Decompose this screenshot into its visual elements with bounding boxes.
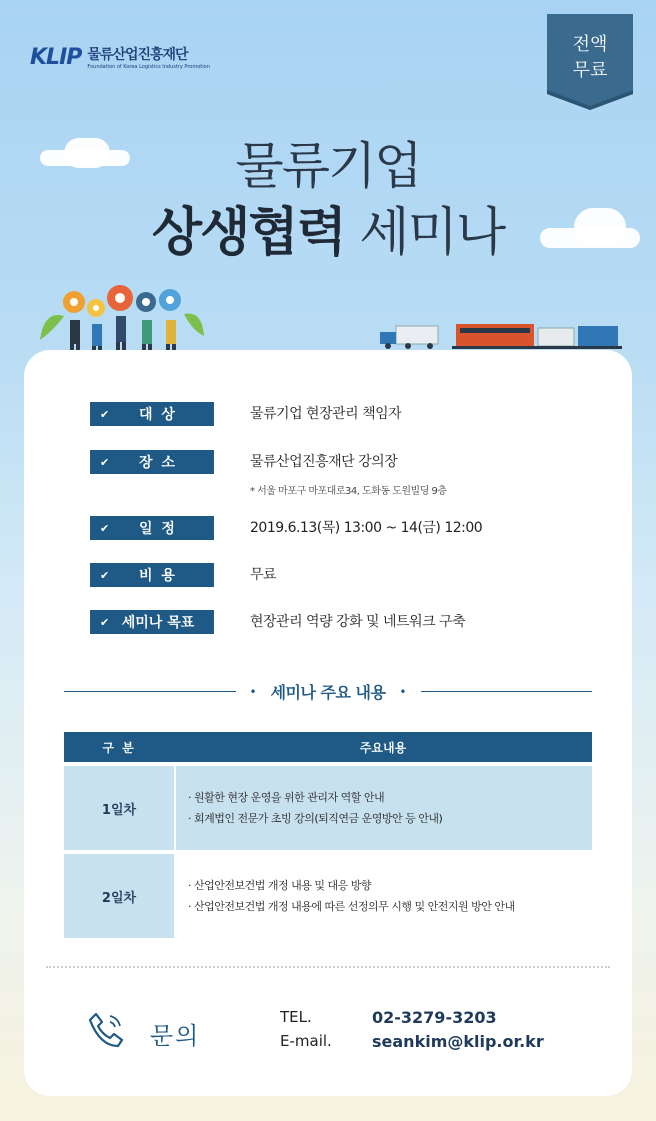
- check-icon: ✔: [100, 407, 110, 421]
- badge-text: 전액 무료: [572, 34, 608, 81]
- info-row-target: [90, 402, 401, 426]
- logo-mark: KLIP: [30, 44, 82, 70]
- info-address: * 서울 마포구 마포대로34, 도화동 도원빌딩 9층: [250, 486, 447, 497]
- info-row-schedule: [90, 516, 482, 540]
- tel-key: TEL.: [280, 1008, 312, 1026]
- info-tag: [90, 563, 214, 587]
- day-cell: 2일차: [64, 854, 174, 938]
- table-row: [64, 854, 592, 938]
- info-row-goal: [90, 610, 465, 634]
- info-card: [24, 350, 632, 1096]
- info-tag: [90, 516, 214, 540]
- bullet-icon: •: [399, 684, 407, 699]
- info-label: 대 상: [139, 407, 177, 423]
- title-light: 세미나: [359, 203, 505, 263]
- content-item: · 산업안전보건법 개정 내용 및 대응 방향: [188, 879, 371, 892]
- day-cell: 1일차: [64, 766, 174, 850]
- email-key: E-mail.: [280, 1032, 332, 1050]
- table-row: [64, 766, 592, 850]
- section-title: 세미나 주요 내용: [270, 683, 386, 702]
- info-value: 물류기업 현장관리 책임자: [250, 406, 402, 422]
- divider: [421, 691, 593, 692]
- check-icon: ✔: [100, 615, 110, 629]
- column-header: 구 분: [102, 740, 136, 755]
- content-cell: [176, 766, 592, 850]
- title-bold: 상생협력: [151, 203, 345, 263]
- info-tag: [90, 610, 214, 634]
- phone-icon: [86, 1010, 126, 1050]
- title-line2: [0, 190, 656, 265]
- content-item: · 회계법인 전문가 초빙 강의(퇴직연금 운영방안 등 안내): [188, 812, 443, 825]
- bullet-icon: •: [249, 684, 257, 699]
- table-header: [64, 732, 592, 762]
- divider: [64, 691, 236, 692]
- info-value: 2019.6.13(목) 13:00 ~ 14(금) 12:00: [250, 520, 483, 536]
- truck-icon: [380, 326, 438, 349]
- section-heading: [64, 680, 592, 703]
- info-label: 세미나 목표: [121, 615, 195, 631]
- info-tag: [90, 450, 214, 474]
- info-label: 장 소: [139, 455, 177, 471]
- info-value: 무료: [250, 567, 277, 583]
- content-item: · 산업안전보건법 개정 내용에 따른 선정의무 시행 및 안전지원 방안 안내: [188, 900, 515, 913]
- free-badge: [547, 14, 633, 110]
- logo-name: 물류산업진흥재단: [87, 47, 188, 63]
- logo-text: [87, 44, 210, 70]
- dotted-divider: [46, 966, 610, 968]
- info-value-group: [250, 450, 447, 504]
- title-line1: 물류기업: [235, 137, 421, 195]
- check-icon: ✔: [100, 455, 110, 469]
- info-label: 비 용: [139, 568, 177, 584]
- contact-section: [84, 1004, 584, 1064]
- train-icon: [452, 324, 622, 349]
- contact-label: 문의: [150, 1022, 201, 1050]
- truck-train-illustration: [378, 318, 622, 352]
- logo-subtitle: Foundation of Korea Logistics Industry Promotion: [87, 64, 210, 70]
- logo[interactable]: [30, 44, 210, 70]
- info-value: 현장관리 역량 강화 및 네트워크 구축: [250, 614, 466, 630]
- info-row-place: [90, 450, 447, 504]
- info-label: 일 정: [139, 521, 177, 537]
- check-icon: ✔: [100, 521, 110, 535]
- content-item: · 원활한 현장 운영을 위한 관리자 역할 안내: [188, 791, 385, 804]
- check-icon: ✔: [100, 568, 110, 582]
- email-value[interactable]: seankim@klip.or.kr: [372, 1032, 544, 1051]
- column-header: 주요내용: [359, 740, 407, 755]
- tel-value[interactable]: 02-3279-3203: [372, 1008, 497, 1027]
- info-value: 물류산업진흥재단 강의장: [250, 454, 398, 470]
- content-cell: [176, 854, 592, 938]
- info-row-cost: [90, 563, 276, 587]
- program-table: [64, 732, 592, 938]
- gear-icon: [63, 285, 181, 317]
- info-tag: [90, 402, 214, 426]
